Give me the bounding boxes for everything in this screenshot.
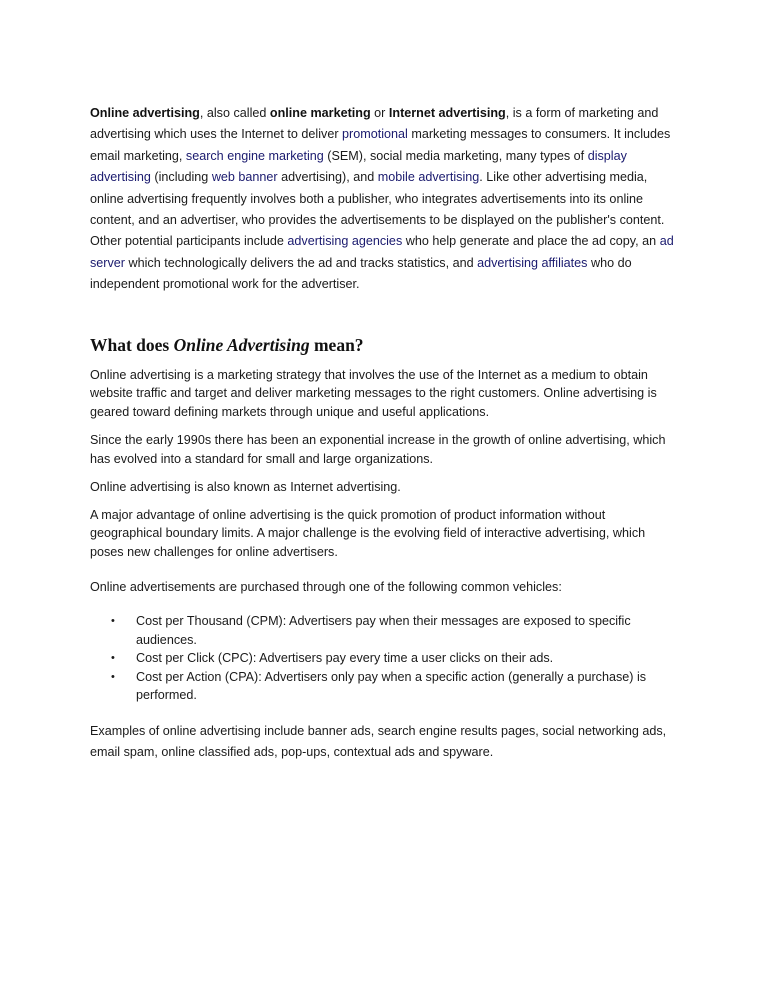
link-mobile-advertising[interactable]: mobile advertising	[377, 170, 480, 185]
intro-text: or	[370, 106, 389, 120]
body-paragraph: A major advantage of online advertising is the quick promotion of product information without geographical boundary limits. A major challenge is the evolving field of interactive advertising, which poses new challenges for online advertisers.	[90, 507, 646, 559]
intro-text: which technologically delivers the ad and tracks statistics, and	[125, 255, 478, 270]
link-web-banner[interactable]: web banner	[211, 170, 278, 185]
document-page	[90, 103, 680, 762]
section-heading	[90, 334, 680, 356]
body-paragraph: Online advertising is a marketing strategy that involves the use of the Internet as a medium to obtain website traffic and target and deliver marketing messages to the right customers. Online advertising is geared toward defining markets through unique and useful applications.	[90, 367, 657, 419]
list-item	[90, 612, 680, 649]
intro-text: , also called	[199, 106, 270, 120]
link-advertising-agencies[interactable]: advertising agencies	[287, 234, 403, 249]
intro-paragraph	[90, 103, 680, 296]
list-item	[90, 649, 680, 668]
section-body	[90, 366, 680, 762]
intro-text: (including	[150, 170, 212, 185]
intro-text: (SEM), social media marketing, many types of	[323, 148, 588, 163]
link-display-advertising[interactable]: display advertising	[90, 148, 627, 185]
bullet-icon: •	[111, 670, 115, 683]
body-paragraph: Online advertising is also known as Internet advertising.	[90, 479, 401, 494]
body-paragraph: Online advertisements are purchased through one of the following common vehicles:	[90, 579, 562, 594]
link-advertising-affiliates[interactable]: advertising affiliates	[477, 255, 588, 270]
intro-text: . Like other advertising media, online advertising frequently involves both a publisher, who integrates advertisements into its online content, and an advertiser, who provides the advertisements to be displayed on the publisher's content. Other potential participants include	[90, 170, 665, 249]
list-item-text: Cost per Thousand (CPM): Advertisers pay when their messages are exposed to specific audiences.	[136, 614, 631, 647]
heading-emphasis: Online Advertising	[173, 334, 310, 355]
term-online-advertising: Online advertising	[90, 106, 200, 120]
link-promotional[interactable]: promotional	[342, 127, 408, 142]
heading-suffix: mean?	[309, 334, 364, 355]
link-ad-server[interactable]: ad server	[90, 234, 674, 270]
bullet-icon: •	[111, 652, 115, 665]
intro-text: who do independent promotional work for the advertiser.	[90, 255, 632, 292]
list-item-text: Cost per Action (CPA): Advertisers only pay when a specific action (generally a purchase) is performed.	[136, 669, 647, 703]
closing-paragraph: Examples of online advertising include banner ads, search engine results pages, social networking ads, email spam, online classified ads, pop-ups, contextual ads and spyware.	[90, 724, 667, 759]
intro-text: marketing messages to consumers. It includes email marketing,	[90, 127, 671, 163]
term-online-marketing: online marketing	[269, 106, 371, 120]
list-item	[90, 668, 680, 705]
intro-text: who help generate and place the ad copy, an	[402, 234, 660, 249]
list-item-text: Cost per Click (CPC): Advertisers pay every time a user clicks on their ads.	[136, 651, 554, 666]
intro-text: advertising), and	[277, 170, 378, 185]
vehicle-list	[90, 612, 680, 705]
term-internet-advertising: Internet advertising	[388, 106, 506, 120]
link-search-engine-marketing[interactable]: search engine marketing	[185, 148, 324, 163]
heading-prefix: What does	[90, 334, 174, 355]
body-paragraph: Since the early 1990s there has been an exponential increase in the growth of online advertising, which has evolved into a standard for small and large organizations.	[90, 432, 666, 466]
intro-text: , is a form of marketing and advertising which uses the Internet to deliver	[90, 106, 659, 142]
bullet-icon: •	[111, 615, 115, 628]
